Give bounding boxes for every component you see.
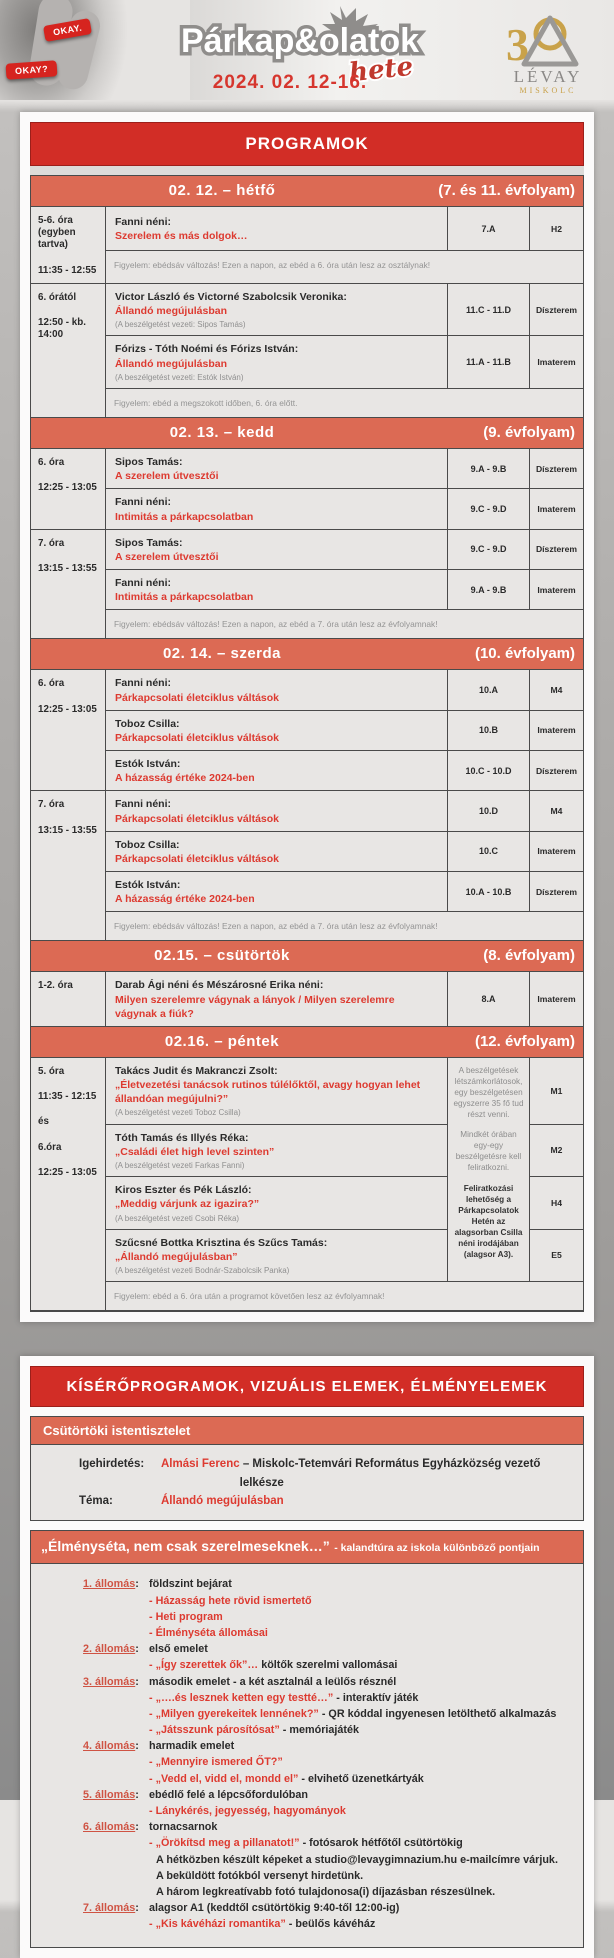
station-body (149, 1738, 424, 1787)
station-item-title: - Heti program (149, 1610, 223, 1623)
programok-card (20, 112, 594, 1322)
station-location: ebédlő felé a lépcsőfordulóban (149, 1788, 308, 1801)
time-line: 6.óra (38, 1141, 62, 1153)
speaker-name: Estók István: (115, 879, 181, 892)
room-cell: Imaterem (529, 832, 583, 872)
station-item-title: - „Így szerettek ők”… (149, 1659, 259, 1672)
moderator-note: (A beszélgetést vezeti Bodnár-Szabolcsik Panka) (115, 1266, 290, 1276)
room-cell: Díszterem (529, 449, 583, 489)
station-item-desc: - interaktív játék (333, 1691, 419, 1704)
speaker-name: Toboz Csilla: (115, 838, 180, 851)
schedule-group (31, 972, 583, 1027)
anniversary-number: 3 (506, 19, 529, 70)
time-cell (31, 972, 106, 1027)
day-grade: (9. évfolyam) (483, 424, 575, 441)
station-number: 1. állomás (83, 1578, 136, 1591)
station-body (149, 1576, 312, 1641)
station (83, 1674, 575, 1739)
day-title: 02.16. – péntek (164, 1032, 280, 1050)
station-label (83, 1900, 149, 1932)
room-cell: H2 (529, 207, 583, 251)
signup-info-paragraph: Mindkét órában egy-egy beszélgetésre kell feliratkozni. (455, 1130, 522, 1173)
lunch-note: Figyelem: ebédsáv változás! Ezen a napon, az ebéd a 7. óra után lesz az évfolyamnak! (106, 912, 583, 941)
station-colon: : (135, 1821, 139, 1834)
station (83, 1738, 575, 1787)
time-gap (38, 469, 101, 482)
station-item (149, 1803, 346, 1819)
day-band (31, 1027, 583, 1058)
station-item (149, 1916, 399, 1932)
class-cell: 10.A (447, 670, 529, 710)
program-cell (106, 711, 447, 751)
speaker-name: Fórizs - Tóth Noémi és Fórizs István: (115, 343, 299, 356)
class-cell: 11.C - 11.D (447, 284, 529, 337)
worship-label: Téma: (79, 1495, 113, 1508)
room-cell: Díszterem (529, 751, 583, 791)
station-colon: : (135, 1675, 139, 1688)
time-cell (31, 1058, 106, 1311)
room-cell: Imaterem (529, 711, 583, 751)
program-cell (106, 449, 447, 489)
station-number: 3. állomás (83, 1675, 136, 1688)
program-cell (106, 832, 447, 872)
speaker-name: Victor László és Victorné Szabolcsik Veronika: (115, 290, 347, 303)
class-cell: 9.C - 9.D (447, 489, 529, 529)
stations-list (30, 1564, 584, 1947)
station-item (149, 1609, 312, 1625)
station (83, 1787, 575, 1819)
time-line: 5-6. óra (38, 215, 73, 226)
program-cell (106, 570, 447, 610)
walk-title: „Élményséta, nem csak szerelmeseknek…” (41, 1538, 330, 1555)
program-title: Állandó megújulásban (115, 357, 228, 370)
class-cell: 8.A (447, 972, 529, 1027)
station-item-title: - Élményséta állomásai (149, 1626, 268, 1639)
program-title: Párkapcsolati életciklus váltások (115, 691, 280, 704)
station-colon: : (135, 1643, 139, 1656)
station-item-desc: - beülős kávéház (285, 1918, 376, 1931)
walk-band (30, 1530, 584, 1564)
time-cell (31, 284, 106, 418)
time-line: 11:35 - 12:15 (38, 1091, 97, 1103)
moderator-note: (A beszélgetést vezeti Farkas Fanni) (115, 1161, 245, 1170)
time-line: 6. órától (38, 291, 77, 303)
station-item (149, 1657, 397, 1673)
station-item (149, 1625, 312, 1641)
time-line: 13:15 - 13:55 (38, 824, 97, 836)
station-label (83, 1819, 149, 1900)
station-item-title: - Lánykérés, jegyesség, hagyományok (149, 1805, 346, 1818)
program-cell (106, 530, 447, 570)
day-grade: (7. és 11. évfolyam) (438, 182, 575, 199)
signup-info-paragraph: Feliratkozási lehetőség a Párkapcsolatok Hetén az alagsorban Csilla néni irodájában (alagsor A3). (454, 1183, 523, 1259)
time-cell (31, 530, 106, 640)
speaker-name: Sipos Tamás: (115, 456, 183, 468)
class-cell: 11.A - 11.B (447, 336, 529, 389)
program-title: „Állandó megújulásban” (115, 1250, 238, 1263)
moderator-note: (A beszélgetést vezeti: Sipos Tamás) (115, 320, 246, 330)
speaker-name: Takács Judit és Makranczi Zsolt: (115, 1064, 278, 1077)
worship-row (79, 1455, 573, 1492)
class-cell: 9.C - 9.D (447, 530, 529, 570)
time-line: 5. óra (38, 1065, 65, 1077)
station-item-title: - „Kis kávéházi romantika” (149, 1918, 286, 1931)
worship-label: Igehirdetés: (79, 1458, 145, 1471)
time-line: 7. óra (38, 799, 65, 811)
levay-name: LÉVAY (513, 67, 583, 86)
program-title: Párkapcsolati életciklus váltások (115, 812, 280, 825)
day-band (31, 176, 583, 207)
walk-subtitle: - kalandtúra az iskola különböző pontjain (334, 1542, 540, 1555)
speaker-name: Fanni néni: (115, 677, 171, 690)
room-cell: Díszterem (529, 872, 583, 912)
station-item-title: - „Mennyire ismered ŐT?” (149, 1756, 283, 1769)
station-label (83, 1787, 149, 1819)
time-line: (egyben tartva) (38, 227, 76, 251)
program-cell (106, 207, 447, 251)
day-grade: (8. évfolyam) (483, 947, 575, 965)
day-band (31, 639, 583, 670)
station-item-title: - „….és lesznek ketten egy testté…” (149, 1691, 334, 1704)
program-cell (106, 791, 447, 831)
program-title: A szerelem útvesztői (115, 550, 219, 563)
signup-info-cell (447, 1058, 529, 1282)
speaker-name: Fanni néni: (115, 215, 171, 228)
room-cell: M1 (529, 1058, 583, 1125)
room-cell: Imaterem (529, 570, 583, 610)
station-number: 4. állomás (83, 1740, 136, 1753)
station-colon: : (135, 1788, 139, 1801)
time-gap (38, 1129, 101, 1142)
program-title: A házasság értéke 2024-ben (115, 893, 255, 906)
class-cell: 7.A (447, 207, 529, 251)
logo-main-text: Párkap&olatok (180, 22, 420, 60)
time-line: 7. óra (38, 537, 65, 549)
class-cell: 9.A - 9.B (447, 570, 529, 610)
time-line: 13:15 - 13:55 (38, 562, 97, 574)
station (83, 1900, 575, 1932)
worship-theme: Állandó megújulásban (161, 1495, 284, 1508)
program-title: Intimitás a párkapcsolatban (115, 510, 254, 523)
station-number: 2. állomás (83, 1643, 136, 1656)
room-cell: Díszterem (529, 530, 583, 570)
station-item (149, 1754, 424, 1770)
station-body (149, 1819, 558, 1900)
program-cell (106, 336, 447, 389)
station-location: harmadik emelet (149, 1740, 235, 1753)
program-title: „Meddig várjunk az igazira?” (115, 1198, 260, 1211)
station-label (83, 1576, 149, 1641)
time-cell (31, 670, 106, 791)
worship-band: Csütörtöki istentisztelet (30, 1416, 584, 1445)
time-line: 1-2. óra (38, 980, 73, 992)
schedule-group (31, 207, 583, 284)
worship-row (79, 1492, 573, 1510)
levay-city: MISKOLC (519, 86, 577, 95)
time-cell (31, 449, 106, 530)
lunch-note: Figyelem: ebédsáv változás! Ezen a napon, az ebéd a 6. óra után lesz az osztálynak! (106, 251, 583, 284)
time-line: és (38, 1116, 49, 1128)
program-title: Intimitás a párkapcsolatban (115, 591, 254, 604)
speaker-name: Fanni néni: (115, 577, 171, 590)
station-location: alagsor A1 (keddtől csütörtökig 9:40-től 12:00-ig) (149, 1902, 400, 1915)
station (83, 1819, 575, 1900)
program-cell (106, 1177, 447, 1230)
speaker-name: Estók István: (115, 758, 181, 771)
station-location: első emelet (149, 1643, 208, 1656)
kiseroprogramok-card (20, 1356, 594, 1957)
lunch-note: Figyelem: ebédsáv változás! Ezen a napon, az ebéd a 7. óra után lesz az évfolyamnak! (106, 610, 583, 639)
day-title: 02.15. – csütörtök (154, 947, 290, 965)
schedule-group (31, 1058, 583, 1311)
time-gap (38, 252, 101, 265)
time-gap (38, 1103, 101, 1116)
speaker-name: Toboz Csilla: (115, 717, 180, 730)
time-line: 12:25 - 13:05 (38, 1166, 97, 1178)
logo-hete-script: hete (347, 51, 415, 89)
program-cell (106, 284, 447, 337)
station-item-desc: - memóriajáték (279, 1724, 360, 1737)
station-body (149, 1787, 346, 1819)
schedule-table (30, 175, 584, 1312)
station-item-title: - „Örökítsd meg a pillanatot!” (149, 1837, 300, 1850)
okay-ring-bottom: OKAY? (6, 60, 58, 80)
station (83, 1641, 575, 1673)
station-colon: : (135, 1578, 139, 1591)
speaker-name: Fanni néni: (115, 798, 171, 811)
moderator-note: (A beszélgetést vezeti Csobi Réka) (115, 1213, 240, 1223)
program-cell (106, 1125, 447, 1178)
event-date: 2024. 02. 12-16. (212, 72, 368, 93)
divider (30, 166, 584, 175)
room-cell: Díszterem (529, 284, 583, 337)
station-item-extra: A három legkreatívabb fotó tulajdonosa(i) díjazásban részesülnek. (156, 1885, 496, 1898)
schedule-group (31, 791, 583, 941)
station-colon: : (135, 1902, 139, 1915)
program-title: Párkapcsolati életciklus váltások (115, 852, 280, 865)
station-body (149, 1674, 556, 1739)
room-cell: M2 (529, 1125, 583, 1178)
signup-info-paragraph: A beszélgetések létszámkorlátosok, egy beszélgetésen egyszerre 35 fő tud részt venni. (453, 1065, 524, 1120)
station-body (149, 1641, 397, 1673)
program-cell (106, 1058, 447, 1125)
room-cell: M4 (529, 791, 583, 831)
room-cell: Imaterem (529, 336, 583, 389)
station-number: 7. állomás (83, 1902, 136, 1915)
station-item-extra: A beküldött fotókból versenyt hirdetünk. (156, 1869, 364, 1882)
station-label (83, 1738, 149, 1787)
time-gap (38, 550, 101, 563)
time-line: 6. óra (38, 678, 65, 690)
station-item-desc: - fotósarok hétfőtől csütörtökig (299, 1837, 463, 1850)
station-location: tornacsarnok (149, 1821, 218, 1834)
lunch-note: Figyelem: ebéd a 6. óra után a programot követően lesz az évfolyamnak! (106, 1282, 583, 1311)
room-cell: E5 (529, 1230, 583, 1283)
worship-preacher: Almási Ferenc (161, 1458, 240, 1471)
room-cell: Imaterem (529, 489, 583, 529)
class-cell: 9.A - 9.B (447, 449, 529, 489)
room-cell: M4 (529, 670, 583, 710)
station-item (149, 1722, 556, 1738)
schedule-group (31, 530, 583, 640)
schedule-group (31, 449, 583, 530)
program-title: „Családi élet high level szinten” (115, 1145, 275, 1158)
time-cell (31, 207, 106, 284)
room-cell: Imaterem (529, 972, 583, 1027)
lunch-note: Figyelem: ebéd a megszokott időben, 6. óra előtt. (106, 389, 583, 418)
station-label (83, 1674, 149, 1739)
moderator-note: (A beszélgetést vezeti Toboz Csilla) (115, 1108, 241, 1118)
class-cell: 10.C - 10.D (447, 751, 529, 791)
class-cell: 10.A - 10.B (447, 872, 529, 912)
time-cell (31, 791, 106, 941)
levay-30-logo (488, 8, 608, 96)
time-line: 11:35 - 12:55 (38, 264, 97, 276)
program-cell (106, 489, 447, 529)
time-gap (38, 691, 101, 704)
worship-block (30, 1445, 584, 1521)
station (83, 1576, 575, 1641)
station-item-desc: - QR kóddal ingyenesen letölthető alkalmazás (318, 1707, 557, 1720)
time-gap (38, 1154, 101, 1167)
station-item (149, 1690, 556, 1706)
worship-preacher-role: – Miskolc-Tetemvári Református Egyházközség vezető lelkésze (239, 1458, 544, 1489)
schedule-group (31, 670, 583, 791)
station-location: második emelet - a két asztalnál a leülős résznél (149, 1675, 397, 1688)
program-title: Milyen szerelemre vágynak a lányok / Milyen szerelemre vágynak a fiúk? (115, 993, 395, 1020)
day-grade: (12. évfolyam) (474, 1032, 575, 1050)
day-title: 02. 13. – kedd (169, 424, 275, 441)
station-item-title: - Házasság hete rövid ismertető (149, 1594, 312, 1607)
day-title: 02. 14. – szerda (162, 645, 282, 663)
station-item-desc: - elvihető üzenetkártyák (298, 1772, 424, 1785)
day-band (31, 941, 583, 972)
station-item (149, 1771, 424, 1787)
time-line: 6. óra (38, 457, 65, 468)
time-gap (38, 812, 101, 825)
program-title: A szerelem útvesztői (115, 470, 219, 483)
kisero-banner: KÍSÉRŐPROGRAMOK, VIZUÁLIS ELEMEK, ÉLMÉNYELEMEK (30, 1366, 584, 1407)
programok-banner: PROGRAMOK (30, 122, 584, 166)
program-title: Párkapcsolati életciklus váltások (115, 731, 280, 744)
station-colon: : (135, 1740, 139, 1753)
program-title: Állandó megújulásban (115, 305, 228, 318)
station-item-title: - „Vedd el, vidd el, mondd el” (149, 1772, 299, 1785)
station-item-title: - „Milyen gyerekeitek lennének?” (149, 1707, 319, 1720)
station-item (149, 1706, 556, 1722)
station-item-desc: költők szerelmi vallomásai (258, 1659, 398, 1672)
program-cell (106, 972, 447, 1027)
station-item-extra: A hétközben készült képeket a studio@levaygimnazium.hu e-mailcímre várjuk. (156, 1853, 558, 1866)
okay-ring-top: OKAY. (43, 18, 92, 42)
program-cell (106, 1230, 447, 1283)
program-cell (106, 751, 447, 791)
station-number: 5. állomás (83, 1788, 136, 1801)
class-cell: 10.B (447, 711, 529, 751)
program-title: Szerelem és más dolgok… (115, 230, 248, 243)
station-location: földszint bejárat (149, 1578, 232, 1591)
poster-header (0, 0, 614, 100)
time-gap (38, 1078, 101, 1091)
station-number: 6. állomás (83, 1821, 136, 1834)
day-title: 02. 12. – hétfő (168, 182, 276, 199)
program-title: A házasság értéke 2024-ben (115, 772, 255, 785)
class-cell: 10.C (447, 832, 529, 872)
program-cell (106, 872, 447, 912)
time-line: 12:25 - 13:05 (38, 482, 97, 494)
station-label (83, 1641, 149, 1673)
station-item-title: - „Játsszunk párosítósat” (149, 1724, 280, 1737)
day-grade: (10. évfolyam) (474, 645, 575, 663)
speaker-name: Szűcsné Bottka Krisztina és Szűcs Tamás: (115, 1236, 328, 1249)
speaker-name: Tóth Tamás és Illyés Réka: (115, 1131, 249, 1144)
program-cell (106, 670, 447, 710)
room-cell: H4 (529, 1177, 583, 1230)
schedule-group (31, 284, 583, 418)
speaker-name: Darab Ági néni és Mészárosné Erika néni: (115, 979, 324, 992)
moderator-note: (A beszélgetést vezeti: Estók István) (115, 372, 244, 382)
station-body (149, 1900, 399, 1932)
speaker-name: Kiros Eszter és Pék László: (115, 1184, 252, 1197)
class-cell: 10.D (447, 791, 529, 831)
time-line: 12:25 - 13:05 (38, 703, 97, 715)
speaker-name: Sipos Tamás: (115, 536, 183, 549)
program-title: „Életvezetési tanácsok rutinos túlélőktől, avagy hogyan lehet állandóan megújulni?” (115, 1079, 421, 1106)
station-item (149, 1835, 558, 1851)
station-item (149, 1593, 312, 1609)
day-band (31, 418, 583, 449)
time-line: 12:50 - kb. 14:00 (38, 317, 86, 341)
speaker-name: Fanni néni: (115, 496, 171, 509)
triangle-icon (524, 18, 576, 64)
time-gap (38, 304, 101, 317)
